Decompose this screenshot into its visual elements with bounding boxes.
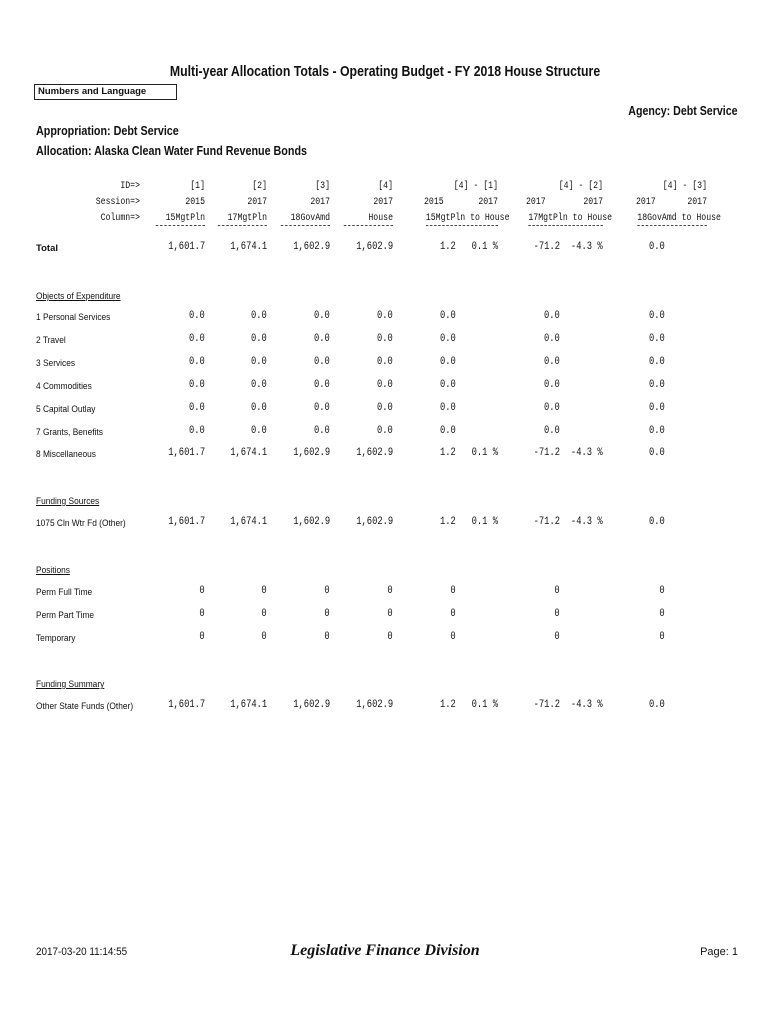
cell-value: -71.2 <box>533 447 560 459</box>
cell-value: 0.0 <box>314 333 330 345</box>
section-objects: Objects of Expenditure <box>36 291 121 302</box>
cell-value: 0.0 <box>544 310 560 322</box>
cell-value: 0.1 % <box>471 241 498 253</box>
cell-value: 0 <box>387 631 393 643</box>
row-label: Other State Funds (Other) <box>36 701 134 712</box>
col-id: [4] <box>378 181 393 192</box>
appropriation-label: Appropriation: Debt Service <box>36 124 179 138</box>
diff-session-from: 2017 <box>526 197 546 208</box>
row-label: 1 Personal Services <box>36 312 111 323</box>
col-session: 2017 <box>247 197 267 208</box>
col-name: House <box>344 213 393 226</box>
diff-session-from: 2017 <box>636 197 656 208</box>
cell-value: 0.1 % <box>471 516 498 528</box>
cell-value: 1,601.7 <box>168 241 205 253</box>
row-label: Perm Full Time <box>36 587 93 598</box>
cell-value: 0.1 % <box>471 447 498 459</box>
cell-value: 1.2 <box>440 241 456 253</box>
cell-value: 0.0 <box>544 333 560 345</box>
cell-value: -71.2 <box>533 241 560 253</box>
cell-value: 0.0 <box>440 333 456 345</box>
cell-value: 0 <box>387 585 393 597</box>
cell-value: 0.0 <box>377 379 393 391</box>
cell-value: 0.0 <box>314 356 330 368</box>
cell-value: 1,602.9 <box>293 699 330 711</box>
cell-value: 0.0 <box>440 402 456 414</box>
row-label: 3 Services <box>36 358 76 369</box>
cell-value: 0.0 <box>314 379 330 391</box>
cell-value: 1,602.9 <box>293 516 330 528</box>
row-label: 4 Commodities <box>36 381 92 392</box>
cell-value: 0.0 <box>649 402 665 414</box>
cell-value: 0 <box>387 608 393 620</box>
cell-value: 0.0 <box>440 310 456 322</box>
cell-value: 0.0 <box>377 425 393 437</box>
cell-value: 1,601.7 <box>168 447 205 459</box>
footer-division: Legislative Finance Division <box>290 942 480 959</box>
cell-value: 0 <box>554 608 560 620</box>
cell-value: 0.0 <box>314 402 330 414</box>
cell-value: 0.0 <box>251 333 267 345</box>
diff-id: [4] - [2] <box>558 181 603 192</box>
cell-value: -4.3 % <box>571 699 603 711</box>
cell-value: 1,602.9 <box>356 447 393 459</box>
cell-value: 0 <box>199 585 205 597</box>
cell-value: 0 <box>554 631 560 643</box>
cell-value: 0 <box>324 631 330 643</box>
cell-value: 0.0 <box>440 356 456 368</box>
diff-name: 17MgtPln to House <box>528 213 613 224</box>
cell-value: 0.0 <box>189 379 205 391</box>
col-name: 15MgtPln <box>156 213 205 226</box>
cell-value: 0 <box>450 585 456 597</box>
cell-value: 1,602.9 <box>293 447 330 459</box>
col-name: 18GovAmd <box>281 213 330 226</box>
cell-value: 0 <box>659 585 665 597</box>
cell-value: 0.0 <box>189 356 205 368</box>
cell-value: 1,674.1 <box>230 516 267 528</box>
cell-value: 1,602.9 <box>356 241 393 253</box>
cell-value: 0 <box>261 585 267 597</box>
row-label: Temporary <box>36 633 76 644</box>
cell-value: 0.0 <box>377 333 393 345</box>
row-label: 7 Grants, Benefits <box>36 427 103 438</box>
diff-session-to: 2017 <box>583 197 603 208</box>
cell-value: 0.0 <box>314 310 330 322</box>
cell-value: 0.0 <box>377 356 393 368</box>
row-label: Perm Part Time <box>36 610 95 621</box>
cell-value: 0 <box>199 631 205 643</box>
cell-value: 1.2 <box>440 447 456 459</box>
cell-value: 0.0 <box>544 356 560 368</box>
cell-value: 0 <box>659 608 665 620</box>
cell-value: 0.0 <box>251 425 267 437</box>
col-name: 17MgtPln <box>218 213 267 226</box>
cell-value: 0.0 <box>440 425 456 437</box>
allocation-label: Allocation: Alaska Clean Water Fund Revenue Bonds <box>36 144 307 158</box>
cell-value: 0.0 <box>440 379 456 391</box>
diff-id: [4] - [3] <box>662 181 707 192</box>
cell-value: 0.0 <box>649 447 665 459</box>
cell-value: 0.0 <box>649 516 665 528</box>
page-title: Multi-year Allocation Totals - Operating Budget - FY 2018 House Structure <box>169 63 601 80</box>
cell-value: 0 <box>324 608 330 620</box>
col-session: 2017 <box>310 197 330 208</box>
footer-page-number: Page: 1 <box>700 946 738 958</box>
cell-value: 0.0 <box>649 379 665 391</box>
agency-label: Agency: Debt Service <box>628 104 738 118</box>
cell-value: 0.0 <box>251 310 267 322</box>
cell-value: 0.0 <box>544 425 560 437</box>
cell-value: 1,674.1 <box>230 447 267 459</box>
cell-value: 1,601.7 <box>168 699 205 711</box>
cell-value: -4.3 % <box>571 241 603 253</box>
col-session: 2017 <box>373 197 393 208</box>
cell-value: 1,601.7 <box>168 516 205 528</box>
diff-id: [4] - [1] <box>453 181 498 192</box>
id-label: ID=> <box>120 181 140 192</box>
cell-value: -71.2 <box>533 516 560 528</box>
cell-value: 1,674.1 <box>230 241 267 253</box>
cell-value: -71.2 <box>533 699 560 711</box>
cell-value: 0.0 <box>377 310 393 322</box>
col-id: [3] <box>315 181 330 192</box>
cell-value: 1,674.1 <box>230 699 267 711</box>
row-label: 1075 Cln Wtr Fd (Other) <box>36 518 126 529</box>
cell-value: 0 <box>199 608 205 620</box>
cell-value: 0.0 <box>314 425 330 437</box>
cell-value: 0 <box>450 608 456 620</box>
footer-timestamp: 2017-03-20 11:14:55 <box>36 946 128 958</box>
cell-value: 0.0 <box>649 241 665 253</box>
section-positions: Positions <box>36 565 70 576</box>
cell-value: 0.0 <box>251 379 267 391</box>
cell-value: 0.0 <box>649 356 665 368</box>
cell-value: 0 <box>324 585 330 597</box>
cell-value: 0 <box>554 585 560 597</box>
diff-session-to: 2017 <box>478 197 498 208</box>
cell-value: 0.1 % <box>471 699 498 711</box>
diff-name: 15MgtPln to House <box>425 213 510 224</box>
cell-value: 1.2 <box>440 516 456 528</box>
cell-value: 1.2 <box>440 699 456 711</box>
row-label: 2 Travel <box>36 335 66 346</box>
cell-value: 0.0 <box>649 310 665 322</box>
cell-value: 0.0 <box>189 402 205 414</box>
cell-value: 0 <box>261 608 267 620</box>
cell-value: 0.0 <box>189 310 205 322</box>
row-label: 8 Miscellaneous <box>36 449 96 460</box>
cell-value: 1,602.9 <box>356 699 393 711</box>
diff-session-to: 2017 <box>687 197 707 208</box>
cell-value: 1,602.9 <box>293 241 330 253</box>
cell-value: 0.0 <box>189 333 205 345</box>
cell-value: -4.3 % <box>571 447 603 459</box>
cell-value: 0.0 <box>649 699 665 711</box>
section-funding-summary: Funding Summary <box>36 679 105 690</box>
col-session: 2015 <box>185 197 205 208</box>
cell-value: 0.0 <box>251 356 267 368</box>
col-id: [1] <box>190 181 205 192</box>
numbers-language-box: Numbers and Language <box>34 84 177 100</box>
row-label: 5 Capital Outlay <box>36 404 96 415</box>
diff-session-from: 2015 <box>424 197 444 208</box>
cell-value: 0.0 <box>189 425 205 437</box>
col-id: [2] <box>252 181 267 192</box>
column-label: Column=> <box>100 213 140 224</box>
cell-value: 0 <box>450 631 456 643</box>
session-label: Session=> <box>95 197 140 208</box>
cell-value: 0 <box>659 631 665 643</box>
section-funding-sources: Funding Sources <box>36 496 100 507</box>
cell-value: 0.0 <box>377 402 393 414</box>
cell-value: 0.0 <box>649 333 665 345</box>
total-label: Total <box>36 243 58 254</box>
diff-name: 18GovAmd to House <box>637 213 721 224</box>
cell-value: 0 <box>261 631 267 643</box>
cell-value: -4.3 % <box>571 516 603 528</box>
cell-value: 0.0 <box>544 379 560 391</box>
cell-value: 0.0 <box>544 402 560 414</box>
cell-value: 1,602.9 <box>356 516 393 528</box>
cell-value: 0.0 <box>649 425 665 437</box>
cell-value: 0.0 <box>251 402 267 414</box>
